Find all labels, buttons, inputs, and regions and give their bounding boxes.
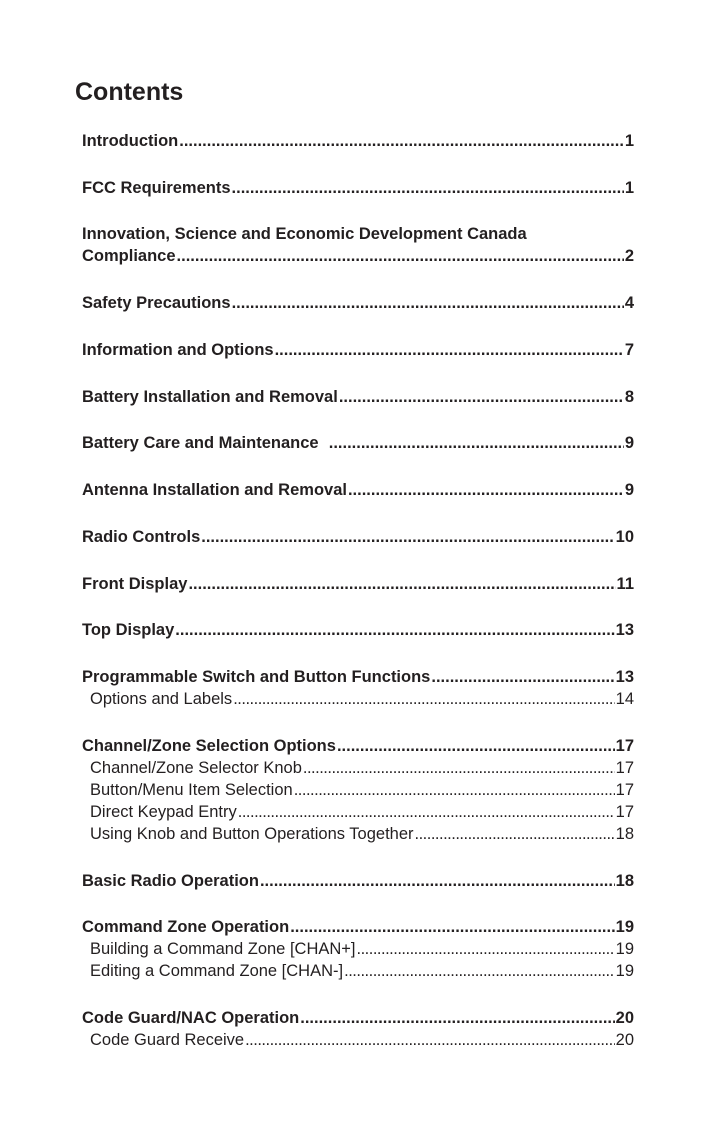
toc-leader-dots	[294, 779, 615, 801]
toc-subentry-options-and-labels[interactable]	[90, 688, 634, 710]
toc-leader-dots	[329, 432, 624, 454]
toc-entry-introduction[interactable]	[82, 130, 634, 152]
toc-leader-dots	[290, 916, 614, 938]
toc-page-number: 20	[615, 1009, 634, 1027]
toc-leader-dots	[339, 386, 624, 408]
toc-entry-top-display[interactable]	[82, 619, 634, 641]
toc-entry-label: FCC Requirements	[82, 179, 231, 197]
toc-leader-dots	[238, 801, 615, 823]
toc-page-number: 10	[615, 528, 634, 546]
toc-page-number: 11	[616, 575, 634, 593]
toc-subentry-label: Direct Keypad Entry	[90, 803, 237, 821]
toc-subentry-code-guard-receive[interactable]	[90, 1029, 634, 1051]
toc-leader-dots	[337, 735, 615, 757]
toc-page-number: 17	[615, 781, 634, 799]
toc-page-number: 19	[615, 940, 634, 958]
toc-page-number: 19	[615, 962, 634, 980]
toc-subentry-label: Button/Menu Item Selection	[90, 781, 293, 799]
toc-leader-dots	[415, 823, 615, 845]
toc-subentry-label: Options and Labels	[90, 690, 233, 708]
toc-leader-dots	[348, 479, 624, 501]
toc-entry-label: Front Display	[82, 575, 188, 593]
toc-leader-dots	[179, 130, 624, 152]
toc-entry-radio-controls[interactable]	[82, 526, 634, 548]
toc-page-number: 7	[624, 341, 634, 359]
toc-leader-dots	[245, 1029, 615, 1051]
toc-leader-dots	[175, 619, 614, 641]
toc-leader-dots	[344, 960, 615, 982]
toc-entry-label: Battery Care and Maintenance	[82, 434, 328, 452]
toc-entry-label: Channel/Zone Selection Options	[82, 737, 336, 755]
toc-page-number: 13	[615, 668, 634, 686]
page-title: Contents	[75, 78, 184, 106]
toc-entry-label: Information and Options	[82, 341, 274, 359]
toc-entry-label: Compliance	[82, 247, 176, 265]
toc-subentry-button-menu-selection[interactable]	[90, 779, 634, 801]
toc-page-number: 17	[615, 803, 634, 821]
toc-page-number: 18	[615, 872, 634, 890]
toc-leader-dots	[275, 339, 624, 361]
toc-entry-label: Command Zone Operation	[82, 918, 290, 936]
toc-subentry-label: Code Guard Receive	[90, 1031, 245, 1049]
toc-entry-command-zone-operation[interactable]	[82, 916, 634, 938]
toc-entry-fcc-requirements[interactable]	[82, 177, 634, 199]
toc-page-number: 2	[624, 247, 634, 265]
toc-page-number: 9	[624, 434, 634, 452]
toc-leader-dots	[232, 177, 624, 199]
toc-entry-ised-compliance[interactable]	[82, 245, 634, 267]
toc-leader-dots	[431, 666, 614, 688]
toc-page-number: 19	[615, 918, 634, 936]
toc-page-number: 4	[624, 294, 634, 312]
toc-entry-programmable-switch[interactable]	[82, 666, 634, 688]
toc-subentry-selector-knob[interactable]	[90, 757, 634, 779]
toc-page-number: 1	[624, 179, 634, 197]
toc-page-number: 8	[624, 388, 634, 406]
toc-entry-label: Introduction	[82, 132, 179, 150]
toc-leader-dots	[303, 757, 615, 779]
toc-leader-dots	[188, 573, 615, 595]
toc-subentry-knob-and-button[interactable]	[90, 823, 634, 845]
toc-entry-antenna-installation[interactable]	[82, 479, 634, 501]
toc-entry-code-guard-nac[interactable]	[82, 1007, 634, 1029]
toc-leader-dots	[177, 245, 624, 267]
toc-page-number: 20	[615, 1031, 634, 1049]
toc-entry-safety-precautions[interactable]	[82, 292, 634, 314]
toc-page-number: 13	[615, 621, 634, 639]
toc-subentry-editing-command-zone[interactable]	[90, 960, 634, 982]
toc-entry-front-display[interactable]	[82, 573, 634, 595]
toc-page-number: 17	[615, 737, 634, 755]
toc-entry-label: Radio Controls	[82, 528, 201, 546]
toc-entry-label: Programmable Switch and Button Functions	[82, 668, 431, 686]
toc-entry-battery-installation[interactable]	[82, 386, 634, 408]
toc-page-number: 1	[624, 132, 634, 150]
toc-leader-dots	[233, 688, 614, 710]
toc-entry-label-line1[interactable]: Innovation, Science and Economic Development Canada	[82, 225, 527, 243]
toc-entry-channel-zone-selection[interactable]	[82, 735, 634, 757]
toc-page-number: 9	[624, 481, 634, 499]
toc-entry-label: Antenna Installation and Removal	[82, 481, 347, 499]
toc-page-number: 17	[615, 759, 634, 777]
toc-leader-dots	[300, 1007, 614, 1029]
toc-subentry-building-command-zone[interactable]	[90, 938, 634, 960]
toc-leader-dots	[260, 870, 615, 892]
toc-subentry-label: Using Knob and Button Operations Together	[90, 825, 414, 843]
toc-entry-label: Code Guard/NAC Operation	[82, 1009, 300, 1027]
toc-entry-label: Safety Precautions	[82, 294, 231, 312]
toc-entry-label: Top Display	[82, 621, 175, 639]
toc-entry-basic-radio-operation[interactable]	[82, 870, 634, 892]
toc-entry-battery-care[interactable]	[82, 432, 634, 454]
toc-page-number: 18	[615, 825, 634, 843]
toc-entry-information-and-options[interactable]	[82, 339, 634, 361]
toc-leader-dots	[357, 938, 615, 960]
toc-page-number: 14	[615, 690, 634, 708]
toc-subentry-direct-keypad[interactable]	[90, 801, 634, 823]
toc-subentry-label: Editing a Command Zone [CHAN-]	[90, 962, 344, 980]
toc-leader-dots	[201, 526, 614, 548]
toc-subentry-label: Channel/Zone Selector Knob	[90, 759, 302, 777]
toc-leader-dots	[232, 292, 624, 314]
toc-entry-label: Basic Radio Operation	[82, 872, 259, 890]
toc-subentry-label: Building a Command Zone [CHAN+]	[90, 940, 356, 958]
toc-entry-label: Battery Installation and Removal	[82, 388, 338, 406]
